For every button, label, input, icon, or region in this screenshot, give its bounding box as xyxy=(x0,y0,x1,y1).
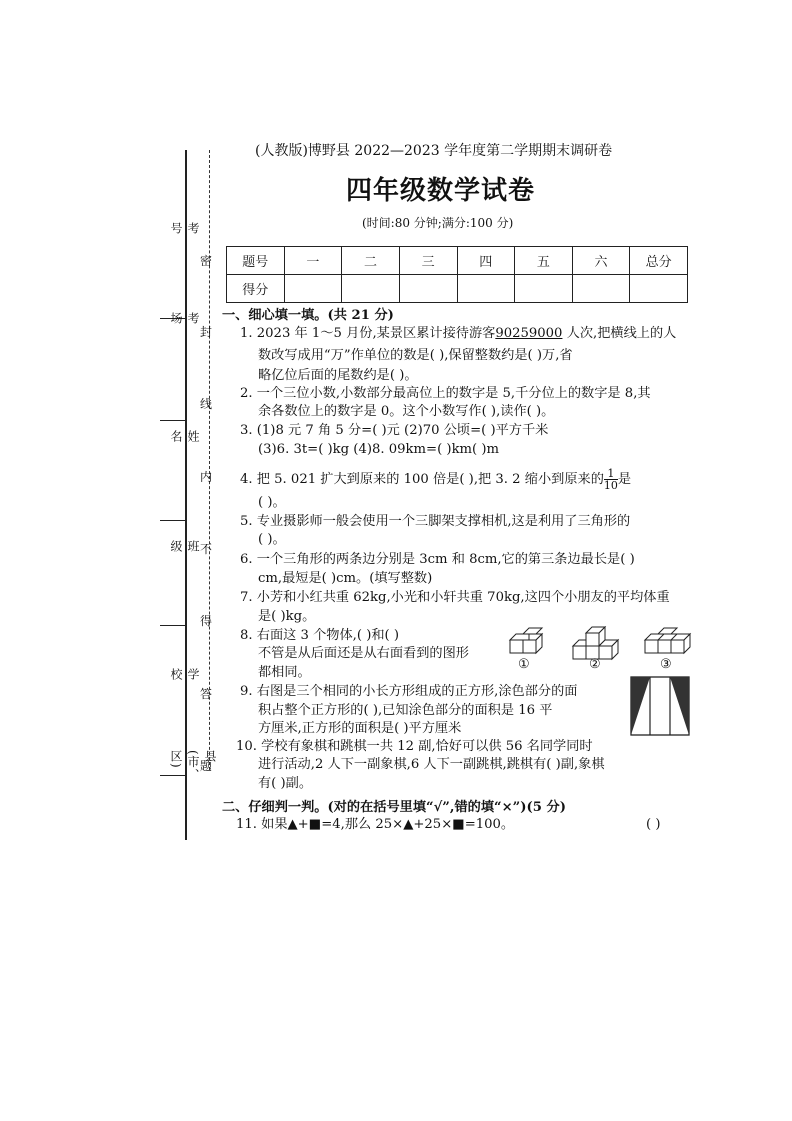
question-9-line2: 积占整个正方形的( ),已知涂色部分的面积是 16 平 xyxy=(258,703,553,718)
q4-text: 4. 把 5. 021 扩大到原来的 100 倍是( ),把 3. 2 缩小到原来的 xyxy=(240,472,604,487)
seal-char: 答 xyxy=(200,687,213,701)
score-table-score-row xyxy=(227,275,688,303)
table-header-cell: 四 xyxy=(457,247,515,275)
question-7-line2: 是( )kg。 xyxy=(258,609,316,624)
q4-text-end: 是 xyxy=(617,472,632,487)
q1-text-end: 人次,把横线上的人 xyxy=(562,326,677,341)
question-1-line3: 略亿位后面的尾数约是( )。 xyxy=(258,368,418,383)
margin-tick xyxy=(160,520,186,521)
table-header-cell: 总分 xyxy=(630,247,688,275)
question-9-line3: 方厘米,正方形的面积是( )平方厘米 xyxy=(258,721,462,736)
exam-number-label: 考号 xyxy=(169,222,200,235)
question-7-line1: 7. 小芳和小红共重 62kg,小光和小轩共重 70kg,这四个小朋友的平均体重 xyxy=(240,590,670,605)
table-header-cell: 二 xyxy=(342,247,400,275)
question-8-line2: 不管是从后面还是从右面看到的图形 xyxy=(258,646,469,661)
exam-title: 四年级数学试卷 xyxy=(346,176,536,206)
question-6-line2: cm,最短是( )cm。(填写整数) xyxy=(258,571,433,586)
q4-fraction xyxy=(604,468,618,491)
question-4-line1 xyxy=(240,468,631,491)
q9-square-figure xyxy=(630,676,692,738)
table-header-cell: 题号 xyxy=(227,247,285,275)
question-3-line2: (3)6. 3t=( )kg (4)8. 09km=( )km( )m xyxy=(258,442,500,457)
question-11: 11. 如果▲+■=4,那么 25×▲+25×■=100。 xyxy=(236,817,515,832)
section1-title: 一、细心填一填。(共 21 分) xyxy=(222,308,394,323)
question-8-line1: 8. 右面这 3 个物体,( )和( ) xyxy=(240,628,400,643)
fraction-denominator: 10 xyxy=(603,479,618,492)
question-2-line1: 2. 一个三位小数,小数部分最高位上的数字是 5,千分位上的数字是 8,其 xyxy=(240,386,651,401)
margin-tick xyxy=(160,420,186,421)
question-9-line1: 9. 右图是三个相同的小长方形组成的正方形,涂色部分的面 xyxy=(240,684,578,699)
score-table-header-row xyxy=(227,247,688,275)
q1-underlined-number: 90259000 xyxy=(495,326,563,341)
question-1-line2: 数改写成用“万”作单位的数是( ),保留整数约是( )万,省 xyxy=(258,348,573,363)
seal-char: 密 xyxy=(200,254,213,268)
score-table xyxy=(226,246,688,303)
exam-subtitle: (人教版)博野县 2022—2023 学年度第二学期期末调研卷 xyxy=(255,143,613,159)
table-header-cell: 三 xyxy=(399,247,457,275)
question-3-line1: 3. (1)8 元 7 角 5 分=( )元 (2)70 公顷=( )平方千米 xyxy=(240,423,549,438)
score-cell[interactable] xyxy=(284,275,342,303)
table-header-cell: 六 xyxy=(572,247,630,275)
cube-figure-label-2: ② xyxy=(589,657,601,672)
question-6-line1: 6. 一个三角形的两条边分别是 3cm 和 8cm,它的第三条边最长是( ) xyxy=(240,552,635,567)
seal-char: 封 xyxy=(200,325,213,339)
seal-char: 内 xyxy=(200,470,213,484)
question-11-answer-paren[interactable]: ( ) xyxy=(646,817,661,832)
cube-figure-label-3: ③ xyxy=(660,657,672,672)
fraction-numerator: 1 xyxy=(604,468,618,480)
margin-tick xyxy=(160,625,186,626)
question-1-line1 xyxy=(240,325,676,343)
score-row-label: 得分 xyxy=(227,275,285,303)
county-label: 县(市、区) xyxy=(169,750,217,782)
score-cell[interactable] xyxy=(515,275,573,303)
seal-char: 线 xyxy=(200,397,213,411)
cube-figure-label-1: ① xyxy=(518,657,530,672)
q1-text: 1. 2023 年 1～5 月份,某景区累计接待游客 xyxy=(240,326,496,341)
exam-time-info: (时间:80 分钟;满分:100 分) xyxy=(362,216,514,230)
cube-figure-2 xyxy=(573,627,618,659)
question-2-line2: 余各数位上的数字是 0。这个小数写作( ),读作( )。 xyxy=(258,404,555,419)
score-cell[interactable] xyxy=(457,275,515,303)
score-cell[interactable] xyxy=(572,275,630,303)
seal-char: 得 xyxy=(200,614,213,628)
question-10-line1: 10. 学校有象棋和跳棋一共 12 副,恰好可以供 56 名同学同时 xyxy=(236,739,593,754)
seal-dashed-line xyxy=(209,150,210,770)
school-label: 学校 xyxy=(169,668,200,681)
question-5-line1: 5. 专业摄影师一般会使用一个三脚架支撑相机,这是利用了三角形的 xyxy=(240,514,631,529)
class-label: 班级 xyxy=(169,540,200,553)
seal-char: 题 xyxy=(200,759,213,773)
question-8-line3: 都相同。 xyxy=(258,665,311,680)
exam-room-label: 考场 xyxy=(169,312,200,325)
margin-line xyxy=(185,150,187,840)
seal-char: 不 xyxy=(200,542,213,556)
name-label: 姓名 xyxy=(169,430,200,443)
table-header-cell: 一 xyxy=(284,247,342,275)
score-cell[interactable] xyxy=(342,275,400,303)
cube-figure-3 xyxy=(645,628,690,653)
question-10-line2: 进行活动,2 人下一副象棋,6 人下一副跳棋,跳棋有( )副,象棋 xyxy=(258,757,605,772)
cube-figure-1 xyxy=(510,628,542,653)
table-header-cell: 五 xyxy=(515,247,573,275)
section2-title: 二、仔细判一判。(对的在括号里填“√”,错的填“×”)(5 分) xyxy=(222,800,566,815)
question-4-line2: ( )。 xyxy=(258,495,286,510)
score-cell[interactable] xyxy=(399,275,457,303)
question-10-line3: 有( )副。 xyxy=(258,776,313,791)
question-5-line2: ( )。 xyxy=(258,532,286,547)
score-cell[interactable] xyxy=(630,275,688,303)
